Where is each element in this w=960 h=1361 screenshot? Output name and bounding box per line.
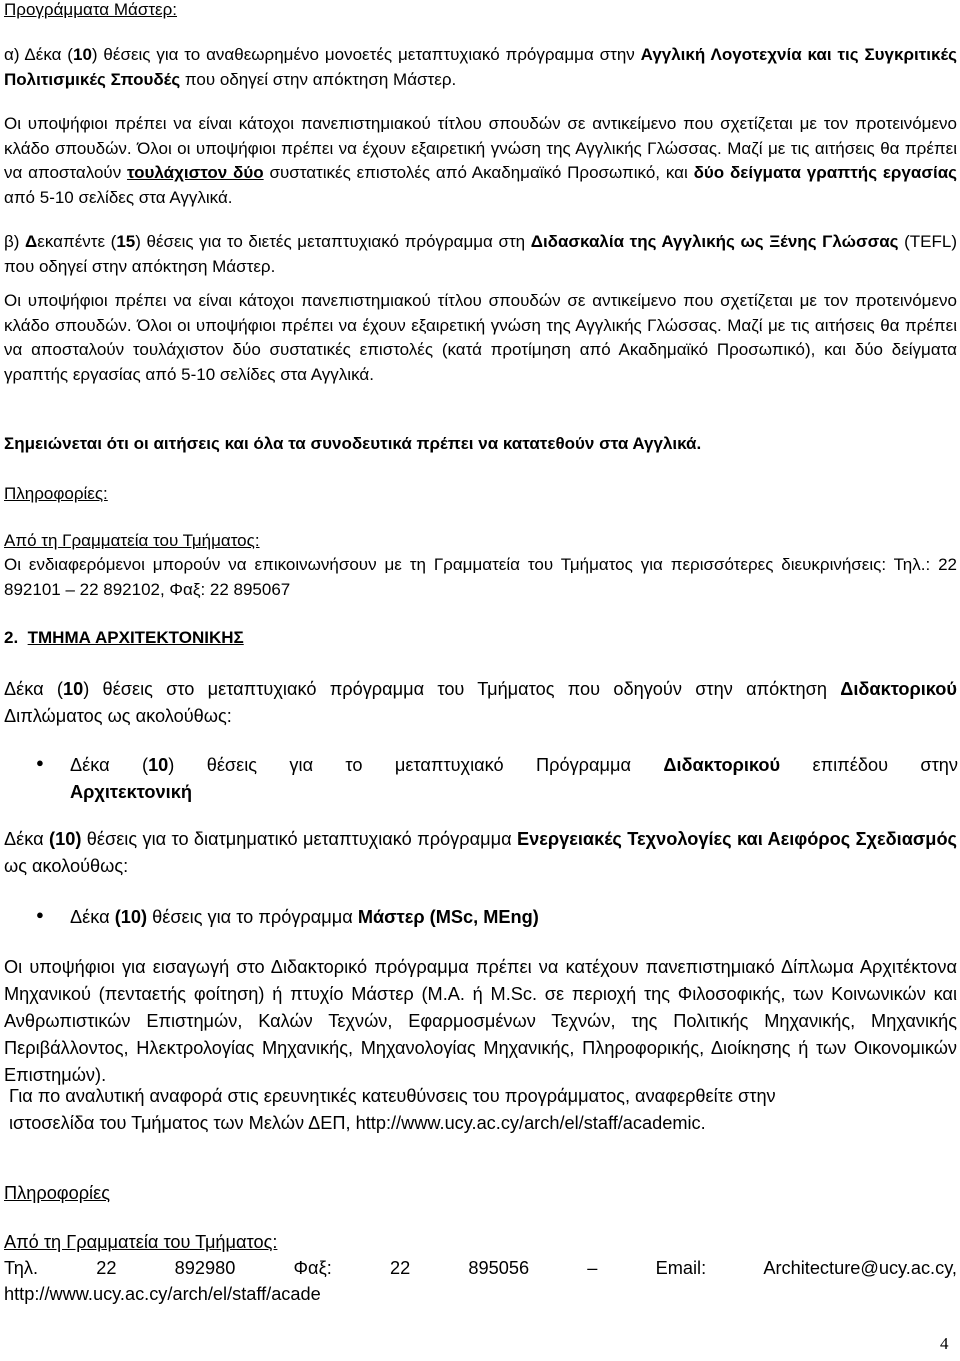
text-run: ) θέσεις στο μεταπτυχιακό πρόγραμμα του Τμήματος που οδηγούν στην απόκτηση xyxy=(83,679,841,699)
text-run-bold: 10 xyxy=(72,45,92,64)
section-title: ΤΜΗΜΑ ΑΡΧΙΤΕΚΤΟΝΙΚΗΣ xyxy=(27,628,244,647)
text-run: θέσεις για το πρόγραμμα xyxy=(147,907,358,927)
text-run-bold-underline: τουλάχιστον δύο xyxy=(127,163,264,182)
section-2-paragraph-4-line-1: Για πο αναλυτική αναφορά στις ερευνητικές κατευθύνσεις του προγράμματος, αναφερθείτε στην xyxy=(9,1086,776,1106)
info-subheading-text: Από τη Γραμματεία του Τμήματος: xyxy=(4,1232,278,1252)
text-run: συστατικές επιστολές από Ακαδημαϊκό Προσωπικό, και xyxy=(263,163,694,182)
text-run: επιπέδου στην xyxy=(780,755,958,775)
text-run-bold: (10) xyxy=(114,907,148,927)
section-2-heading xyxy=(4,626,957,651)
text-run-bold: (10) xyxy=(49,829,82,849)
section-2-paragraph-4-line-2: ιστοσελίδα του Τμήματος των Μελών ΔΕΠ, http://www.ucy.ac.cy/arch/el/staff/academic. xyxy=(9,1113,706,1133)
text-run: ως ακολούθως: xyxy=(4,856,129,876)
item-b-paragraph-2: Οι υποψήφιοι πρέπει να είναι κάτοχοι πανεπιστημιακού τίτλου σπουδών σε αντικείμενο που σχετίζεται με τον προτεινόμενο κλάδο σπουδών. Όλοι οι υποψήφιοι πρέπει να έχουν εξαιρετική γνώση της Αγγλικής Γλώσσας. Μαζί με τις αιτήσεις θα πρέπει να αποσταλούν τουλάχιστον δύο συστατικές επιστολές (κατά προτίμηση από Ακαδημαϊκό Προσωπικό), και δύο δείγματα γραπτής εργασίας από 5-10 σελίδες στα Αγγλικά. xyxy=(4,291,957,384)
text-run: που οδηγεί στην απόκτηση Μάστερ. xyxy=(180,69,457,89)
text-run-bold: 10 xyxy=(148,755,169,775)
page-number: 4 xyxy=(940,1334,949,1353)
program-name-bold: Διδασκαλία της Αγγλικής ως Ξένης Γλώσσας xyxy=(530,232,899,251)
info-heading-text: Πληροφορίες xyxy=(4,1183,110,1203)
text-run-bold: δύο δείγματα γραπτής εργασίας xyxy=(693,163,957,182)
text-run-bold: 10 xyxy=(62,679,84,699)
info-heading-2 xyxy=(4,1180,957,1207)
text-run-bold: Διδακτορικού xyxy=(663,755,781,775)
contact-line xyxy=(4,1255,957,1282)
masters-heading-text: Προγράμματα Μάστερ: xyxy=(4,0,178,19)
text-run: Δέκα ( xyxy=(4,679,63,699)
text-run: Δέκα xyxy=(4,829,50,849)
text-run: ) θέσεις για το διετές μεταπτυχιακό πρόγραμμα στη xyxy=(135,232,531,251)
item-b-paragraph-1 xyxy=(4,230,957,279)
section-2-paragraph-3: Οι υποψήφιοι για εισαγωγή στο Διδακτορικό πρόγραμμα πρέπει να κατέχουν πανεπιστημιακό Δίπλωμα Αρχιτέκτονα Μηχανικού (πενταετής φοίτηση) ή πτυχίο Μάστερ (M.A. ή M.Sc. σε περιοχή της Φιλοσοφικής, των Κοινωνικών και Ανθρωπιστικών Επιστημών, Καλών Τεχνών, Εφαρμοσμένων Τεχνών, της Πολιτικής Μηχανικής, Μηχανικής Περιβάλλοντος, Ηλεκτρολογίας Μηχανικής, Μηχανολογίας Μηχανικής, Πληροφορικής, Διοίκησης ή των Οικονομικών Επιστημών). xyxy=(4,957,957,1085)
text-run-bold: Διδακτορικού xyxy=(840,679,957,699)
text-run: από 5-10 σελίδες στα Αγγλικά. xyxy=(4,187,233,207)
text-run: β) xyxy=(4,232,26,251)
section-2-paragraph-1 xyxy=(4,676,957,730)
text-run: Δέκα ( xyxy=(70,755,149,775)
text-run-bold: 15 xyxy=(116,232,136,251)
section-2-paragraph-2 xyxy=(4,826,957,880)
text-run: Οι υποψήφιοι πρέπει να είναι κάτοχοι πανεπιστημιακού τίτλου σπουδών σε αντικείμενο που σχετίζεται με τον προτεινόμενο κλάδο σπουδών. Όλοι οι υποψήφιοι πρέπει να έχουν εξαιρετική γνώση της Αγγλικής Γλώσσας. Μαζί με τις αιτήσεις θα πρέπει να αποσταλούν xyxy=(4,114,957,182)
bullet-item-2 xyxy=(70,904,958,931)
text-run: (TEFL) που οδηγεί στην απόκτηση Μάστερ. xyxy=(4,232,957,276)
item-a-paragraph-1 xyxy=(4,43,957,92)
contact-text: Τηλ. 22 892980 Φαξ: 22 895056 – Email: xyxy=(4,1258,707,1278)
info-text-1: Οι ενδιαφερόμενοι μπορούν να επικοινωνήσουν με τη Γραμματεία του Τμήματος για περισσότερες διευκρινήσεις: Τηλ.: 22 892101 – 22 892102, Φαξ: 22 895067 xyxy=(4,555,957,599)
text-run: α) Δέκα ( xyxy=(4,45,73,64)
text-run: εκαπέντε ( xyxy=(37,232,117,251)
submission-note: Σημειώνεται ότι οι αιτήσεις και όλα τα συνοδευτικά πρέπει να κατατεθούν στα Αγγλικά. xyxy=(4,434,702,453)
bullet-icon: ● xyxy=(36,755,44,770)
text-run-bold: Δ xyxy=(25,232,38,251)
bullet-item-1 xyxy=(70,752,958,779)
text-run: ) θέσεις για το αναθεωρημένο μονοετές μεταπτυχιακό πρόγραμμα στην xyxy=(91,45,641,64)
info-heading-1 xyxy=(4,482,957,507)
website-link[interactable]: http://www.ucy.ac.cy/arch/el/staff/acade xyxy=(4,1284,321,1304)
info-heading-text: Πληροφορίες: xyxy=(4,484,108,503)
info-subheading-1 xyxy=(4,529,957,554)
program-name-bold: Αγγλική Λογοτεχνία και τις Συγκριτικές Πολιτισμικές Σπουδές xyxy=(4,45,958,89)
bullet-icon: ● xyxy=(36,907,44,922)
program-name-bold: Ενεργειακές Τεχνολογίες και Αειφόρος Σχεδιασμός xyxy=(516,829,958,849)
email-link[interactable]: Architecture@ucy.ac.cy, xyxy=(763,1258,957,1278)
url-line xyxy=(4,1281,957,1308)
text-run: Διπλώματος ως ακολούθως: xyxy=(4,706,232,726)
text-run: Δέκα xyxy=(70,907,115,927)
text-run: θέσεις για το διατμηματικό μεταπτυχιακό πρόγραμμα xyxy=(81,829,517,849)
masters-heading xyxy=(4,0,957,23)
text-run-bold: Μάστερ (MSc, MEng) xyxy=(357,907,539,927)
text-run: ) θέσεις για το μεταπτυχιακό Πρόγραμμα xyxy=(168,755,664,775)
info-subheading-2 xyxy=(4,1229,957,1256)
bullet-item-1-line-2: Αρχιτεκτονική xyxy=(70,782,192,802)
item-a-paragraph-2 xyxy=(4,112,957,210)
section-number: 2. xyxy=(4,628,19,647)
info-subheading-text: Από τη Γραμματεία του Τμήματος: xyxy=(4,531,260,550)
